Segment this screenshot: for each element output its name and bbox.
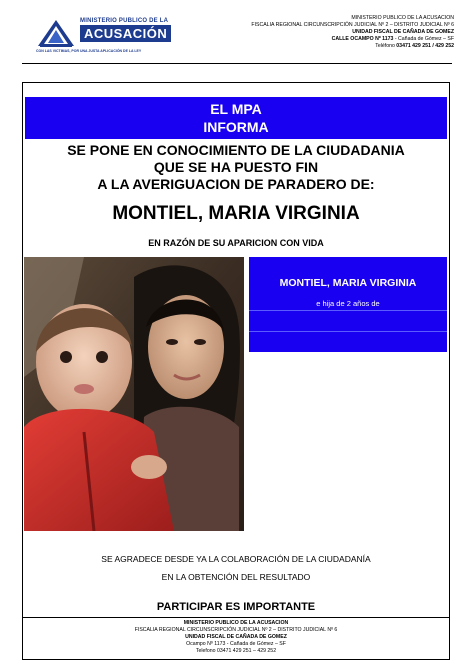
headline-line-3: A LA AVERIGUACION DE PARADERO DE: [97,176,375,192]
thanks-line-1: SE AGRADECE DESDE YA LA COLABORACIÓN DE LA CIUDADANÍA [101,554,371,564]
header-line-2: FISCALIA REGIONAL CIRCUNSCRIPCIÓN JUDICIAL Nº 2 – DISTRITO JUDICIAL Nº 6 [251,22,454,28]
mpa-logo [36,18,169,58]
person-name: MONTIEL, MARIA VIRGINIA [112,203,360,224]
header-address [251,15,454,50]
logo-main-text: ACUSACIÓN [80,25,171,42]
mpa-banner [25,97,447,139]
mpa-logo-mark-icon [36,18,76,48]
info-box-divider-1 [249,310,447,311]
headline-line-1: SE PONE EN CONOCIMIENTO DE LA CIUDADANIA [67,142,405,158]
banner-line-1: EL MPA [210,101,262,117]
info-box-name: MONTIEL, MARIA VIRGINIA [279,277,417,289]
person-photo [24,257,244,531]
header-line-5 [251,43,454,50]
thanks-text [22,550,450,586]
header-line-3: UNIDAD FISCAL DE CAÑADA DE GOMEZ [352,29,454,35]
footer-line-4: Ocampo Nº 1173 - Cañada de Gómez – SF [186,641,286,647]
headline-line-2: QUE SE HA PUESTO FIN [153,159,319,175]
photo-illustration [24,257,244,531]
header-line-1: MINISTERIO PUBLICO DE LA ACUSACION [351,15,454,21]
info-box-description: e hija de 2 años de [316,299,380,308]
footer-line-1: MINISTERIO PUBLICO DE LA ACUSACION [183,620,289,626]
page-footer [22,620,450,655]
header-city: - Cañada de Gómez – SF [393,36,454,42]
header-line-4 [251,36,454,43]
banner-line-2: INFORMA [203,119,269,135]
thanks-line-2: EN LA OBTENCIÓN DEL RESULTADO [161,572,311,582]
header-divider [22,63,452,64]
info-box-divider-2 [249,331,447,332]
footer-line-5: Telefono 03471 429 251 – 429 252 [195,648,277,654]
logo-sub-text: CON LAS VICTIMAS, POR UNA JUSTA APLICACIÓN DE LA LEY [36,49,142,53]
header-phone-label: Teléfono [375,43,397,49]
header-phone: 03471 429 251 / 429 252 [396,43,454,49]
info-box [249,257,447,352]
participar-slogan: PARTICIPAR ES IMPORTANTE [156,601,316,613]
footer-divider [22,617,450,618]
logo-top-text: MINISTERIO PUBLICO DE LA [80,18,169,24]
footer-line-3: UNIDAD FISCAL DE CAÑADA DE GOMEZ [185,634,287,640]
header-street: CALLE OCAMPO Nº 1173 [331,36,394,42]
notice-headline [22,142,450,193]
page-header [0,0,460,70]
reason-text: EN RAZÓN DE SU APARICION CON VIDA [148,238,324,248]
footer-line-2: FISCALIA REGIONAL CIRCUNSCRIPCIÓN JUDICIAL Nº 2 – DISTRITO JUDICIAL Nº 6 [134,627,338,633]
